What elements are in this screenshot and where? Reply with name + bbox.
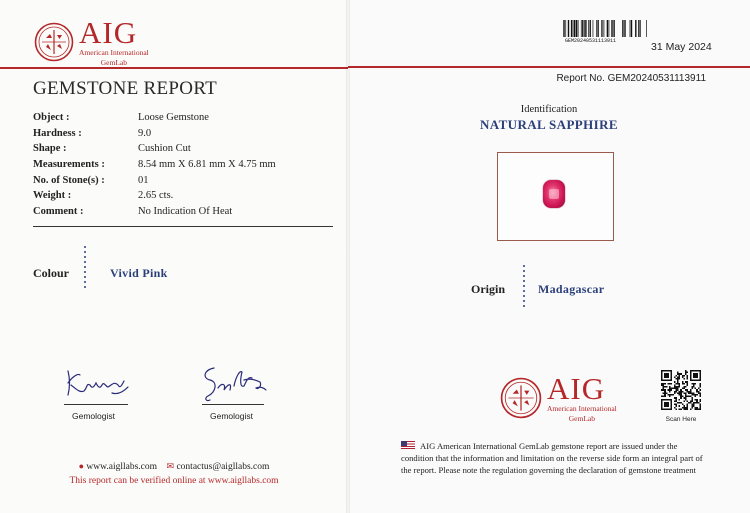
colour-value: Vivid Pink: [110, 266, 168, 280]
detail-label: Shape :: [33, 143, 67, 155]
detail-row-shape: [33, 141, 276, 157]
colour-dots-separator: [84, 246, 86, 291]
brand-name: AIG: [547, 371, 606, 406]
brand-subtitle: American International: [547, 404, 617, 413]
disclaimer-text: AIG American International GemLab gemstone report are issued under the condition that the information and limitation on the reverse side form an integral part of the report. Please note the regulation governing the declaration of gemstone treatment: [401, 441, 703, 475]
email-link[interactable]: contactus@aigllabs.com: [176, 462, 270, 472]
identification-value: NATURAL SAPPHIRE: [480, 117, 618, 132]
brand-subtitle-2: GemLab: [100, 57, 127, 67]
globe-icon: ●: [78, 461, 85, 471]
signature-caption-2: Gemologist: [210, 411, 253, 421]
detail-value: 9.0: [138, 127, 152, 139]
report-title: GEMSTONE REPORT: [33, 78, 218, 99]
brand-subtitle-2: GemLab: [568, 413, 595, 423]
detail-label: Comment :: [33, 205, 84, 217]
mail-icon: ✉: [166, 461, 175, 471]
signature-1: [62, 365, 134, 403]
detail-label: Weight :: [33, 190, 72, 202]
origin-label: Origin: [471, 282, 506, 296]
detail-value: 8.54 mm X 6.81 mm X 4.75 mm: [138, 159, 276, 171]
qr-code[interactable]: [661, 370, 701, 410]
aig-seal-icon: [500, 377, 542, 419]
detail-value: 01: [138, 174, 149, 186]
contact-line: [0, 461, 348, 472]
detail-row-hardness: [33, 126, 276, 142]
detail-value: Cushion Cut: [138, 143, 191, 155]
header-rule-right: [348, 66, 750, 68]
header-rule-left: [0, 67, 348, 69]
signature-2: [200, 362, 270, 406]
page-fold: [346, 0, 350, 513]
detail-row-comment: [33, 204, 276, 220]
detail-value: 2.65 cts.: [138, 190, 174, 202]
aig-logo-bottom: [500, 373, 617, 422]
gem-photo-frame: [497, 152, 614, 241]
verify-notice: This report can be verified online at www.aigllabs.com: [69, 476, 279, 486]
gem-photo: [543, 180, 565, 208]
report-date: 31 May 2024: [651, 41, 712, 53]
detail-row-measurements: [33, 157, 276, 173]
website-link[interactable]: www.aigllabs.com: [86, 462, 158, 472]
detail-value: No Indication Of Heat: [138, 205, 233, 217]
disclaimer: [401, 440, 711, 476]
detail-label: Measurements :: [33, 159, 105, 171]
signature-line-2: [202, 404, 264, 405]
qr-caption: Scan Here: [665, 416, 697, 423]
details-divider: [33, 226, 333, 227]
gem-details: [33, 110, 276, 219]
detail-label: Object :: [33, 112, 70, 124]
detail-value: Loose Gemstone: [138, 112, 209, 124]
signature-line-1: [64, 404, 128, 405]
report-number: Report No. GEM20240531113911: [556, 73, 706, 84]
detail-label: No. of Stone(s) :: [33, 174, 105, 186]
aig-logo-top: [34, 17, 149, 66]
detail-label: Hardness :: [33, 127, 82, 139]
brand-subtitle: American International: [79, 48, 149, 57]
detail-row-weight: [33, 188, 276, 204]
aig-seal-icon: [34, 22, 74, 62]
signature-caption-1: Gemologist: [72, 411, 115, 421]
brand-name: AIG: [79, 15, 138, 50]
colour-label: Colour: [33, 266, 69, 280]
origin-value: Madagascar: [538, 282, 605, 296]
identification-label: Identification: [520, 104, 578, 115]
detail-row-object: [33, 110, 276, 126]
us-flag-icon: [401, 441, 415, 449]
report-left-page: [0, 0, 348, 513]
detail-row-stones: [33, 172, 276, 188]
barcode-number: GEM20240531113911: [565, 38, 617, 44]
barcode: [563, 20, 647, 37]
origin-dots-separator: [523, 265, 525, 310]
